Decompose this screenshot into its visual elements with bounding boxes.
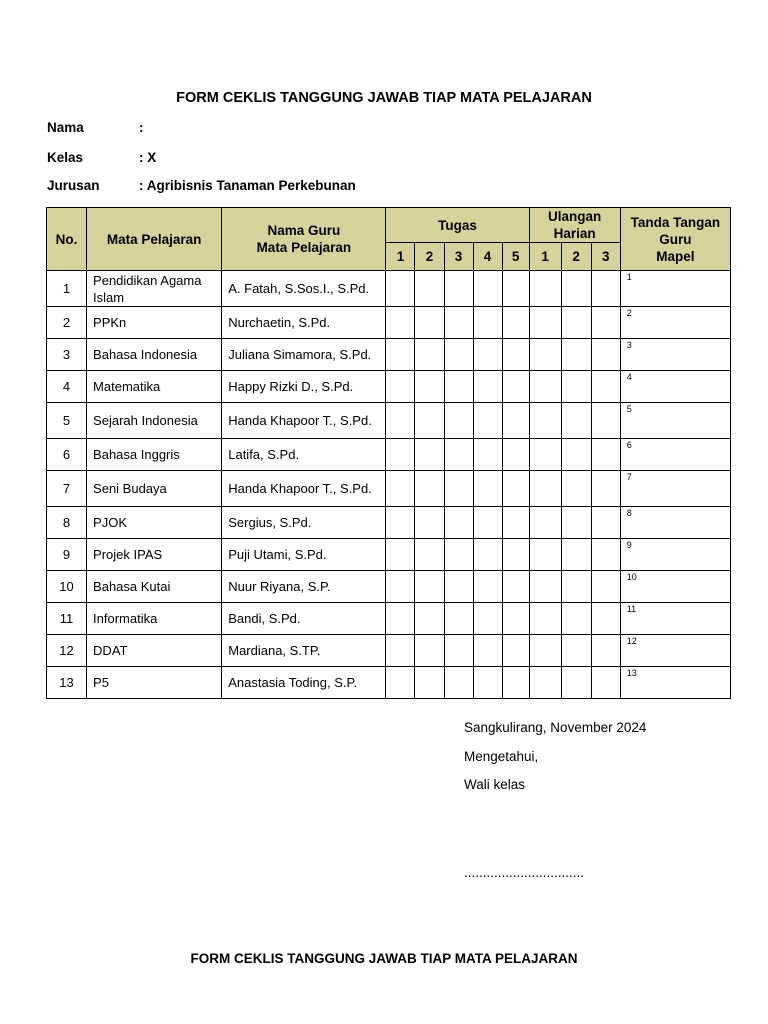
ulangan-check-cell[interactable] <box>561 371 591 403</box>
tugas-check-cell[interactable] <box>386 571 415 603</box>
ulangan-check-cell[interactable] <box>529 539 561 571</box>
table-row <box>47 635 731 667</box>
tugas-check-cell[interactable] <box>386 635 415 667</box>
ulangan-check-cell[interactable] <box>591 403 620 439</box>
header-no: No. <box>47 208 87 271</box>
tugas-check-cell[interactable] <box>444 539 473 571</box>
table-row <box>47 339 731 371</box>
tugas-check-cell[interactable] <box>444 307 473 339</box>
ulangan-check-cell[interactable] <box>529 507 561 539</box>
tugas-check-cell[interactable] <box>415 571 444 603</box>
row-number: 12 <box>47 635 87 667</box>
row-number: 3 <box>47 339 87 371</box>
signature-cell[interactable] <box>620 603 730 635</box>
tugas-check-cell[interactable] <box>386 539 415 571</box>
row-number: 8 <box>47 507 87 539</box>
header-sign-line3: Mapel <box>656 248 695 264</box>
tugas-check-cell[interactable] <box>386 403 415 439</box>
kelas-value: : X <box>139 150 157 165</box>
signature-cell[interactable] <box>620 667 730 699</box>
ulangan-check-cell[interactable] <box>591 471 620 507</box>
header-subject: Mata Pelajaran <box>87 208 222 271</box>
signature-number: 10 <box>626 572 637 582</box>
tugas-check-cell[interactable] <box>386 439 415 471</box>
table-row <box>47 603 731 635</box>
ulangan-check-cell[interactable] <box>561 271 591 307</box>
header-ulangan-line1: Ulangan <box>548 209 602 224</box>
tugas-check-cell[interactable] <box>444 371 473 403</box>
ulangan-check-cell[interactable] <box>529 439 561 471</box>
ulangan-check-cell[interactable] <box>529 307 561 339</box>
signature-number: 4 <box>626 372 632 382</box>
row-teacher: Mardiana, S.TP. <box>222 635 386 667</box>
signature-number: 3 <box>626 340 632 350</box>
form-title: FORM CEKLIS TANGGUNG JAWAB TIAP MATA PELAJARAN <box>176 90 592 106</box>
tugas-check-cell[interactable] <box>502 635 529 667</box>
tugas-check-cell[interactable] <box>502 307 529 339</box>
row-teacher: Anastasia Toding, S.P. <box>222 667 386 699</box>
ulangan-check-cell[interactable] <box>591 339 620 371</box>
signature-acknowledged: Mengetahui, <box>464 749 539 764</box>
tugas-check-cell[interactable] <box>415 371 444 403</box>
ulangan-check-cell[interactable] <box>529 271 561 307</box>
tugas-check-cell[interactable] <box>473 539 502 571</box>
tugas-check-cell[interactable] <box>473 439 502 471</box>
checklist-table <box>46 207 731 699</box>
row-teacher: Latifa, S.Pd. <box>222 439 386 471</box>
tugas-check-cell[interactable] <box>386 339 415 371</box>
row-number: 5 <box>47 403 87 439</box>
ulangan-check-cell[interactable] <box>561 603 591 635</box>
ulangan-check-cell[interactable] <box>591 507 620 539</box>
kelas-label: Kelas <box>47 150 84 165</box>
ulangan-check-cell[interactable] <box>561 471 591 507</box>
row-subject: Bahasa Indonesia <box>87 339 222 371</box>
jurusan-label: Jurusan <box>47 178 100 193</box>
ulangan-check-cell[interactable] <box>561 507 591 539</box>
ulangan-check-cell[interactable] <box>561 571 591 603</box>
row-subject: Matematika <box>87 371 222 403</box>
tugas-check-cell[interactable] <box>415 403 444 439</box>
tugas-check-cell[interactable] <box>502 439 529 471</box>
tugas-check-cell[interactable] <box>386 371 415 403</box>
tugas-check-cell[interactable] <box>386 603 415 635</box>
signature-number: 6 <box>626 440 632 450</box>
signature-place-date: Sangkulirang, November 2024 <box>464 720 647 735</box>
row-number: 4 <box>47 371 87 403</box>
row-subject: Informatika <box>87 603 222 635</box>
row-number: 1 <box>47 271 87 307</box>
row-teacher: Nurchaetin, S.Pd. <box>222 307 386 339</box>
tugas-check-cell[interactable] <box>444 507 473 539</box>
ulangan-check-cell[interactable] <box>561 307 591 339</box>
tugas-check-cell[interactable] <box>444 439 473 471</box>
tugas-check-cell[interactable] <box>444 403 473 439</box>
row-number: 13 <box>47 667 87 699</box>
ulangan-check-cell[interactable] <box>561 403 591 439</box>
row-subject: Sejarah Indonesia <box>87 403 222 439</box>
ulangan-check-cell[interactable] <box>529 571 561 603</box>
signature-number: 9 <box>626 540 632 550</box>
ulangan-check-cell[interactable] <box>591 667 620 699</box>
tugas-check-cell[interactable] <box>473 403 502 439</box>
tugas-check-cell[interactable] <box>502 507 529 539</box>
tugas-check-cell[interactable] <box>473 571 502 603</box>
table-row <box>47 371 731 403</box>
tugas-check-cell[interactable] <box>473 667 502 699</box>
ulangan-check-cell[interactable] <box>529 471 561 507</box>
table-row <box>47 307 731 339</box>
signature-number: 7 <box>626 472 632 482</box>
row-teacher: Happy Rizki D., S.Pd. <box>222 371 386 403</box>
tugas-check-cell[interactable] <box>415 439 444 471</box>
signature-cell[interactable] <box>620 307 730 339</box>
signature-number: 8 <box>626 508 632 518</box>
row-teacher: Nuur Riyana, S.P. <box>222 571 386 603</box>
row-subject: PPKn <box>87 307 222 339</box>
ulangan-check-cell[interactable] <box>529 635 561 667</box>
tugas-check-cell[interactable] <box>444 571 473 603</box>
tugas-check-cell[interactable] <box>386 307 415 339</box>
table-row <box>47 439 731 471</box>
row-teacher: Bandi, S.Pd. <box>222 603 386 635</box>
header-ulangan-num: 3 <box>591 243 620 271</box>
tugas-check-cell[interactable] <box>444 635 473 667</box>
ulangan-check-cell[interactable] <box>529 667 561 699</box>
tugas-check-cell[interactable] <box>473 471 502 507</box>
header-tugas-num: 5 <box>502 243 529 271</box>
ulangan-check-cell[interactable] <box>529 403 561 439</box>
signature-number: 11 <box>626 604 637 614</box>
table-row <box>47 667 731 699</box>
form-footer-title: FORM CEKLIS TANGGUNG JAWAB TIAP MATA PELAJARAN <box>190 951 578 966</box>
tugas-check-cell[interactable] <box>502 403 529 439</box>
info-kelas <box>47 150 156 165</box>
header-teacher-line1: Nama Guru <box>267 223 341 238</box>
tugas-check-cell[interactable] <box>415 471 444 507</box>
info-nama <box>47 120 144 135</box>
row-subject: P5 <box>87 667 222 699</box>
info-jurusan <box>47 178 356 193</box>
ulangan-check-cell[interactable] <box>591 571 620 603</box>
header-ulangan-num: 2 <box>561 243 591 271</box>
signature-cell[interactable] <box>620 339 730 371</box>
tugas-check-cell[interactable] <box>473 507 502 539</box>
table-row <box>47 571 731 603</box>
ulangan-check-cell[interactable] <box>561 539 591 571</box>
tugas-check-cell[interactable] <box>473 371 502 403</box>
tugas-check-cell[interactable] <box>502 339 529 371</box>
ulangan-check-cell[interactable] <box>529 371 561 403</box>
ulangan-check-cell[interactable] <box>529 603 561 635</box>
signature-cell[interactable] <box>620 471 730 507</box>
tugas-check-cell[interactable] <box>444 471 473 507</box>
row-number: 6 <box>47 439 87 471</box>
signature-number: 12 <box>626 636 637 646</box>
ulangan-check-cell[interactable] <box>561 339 591 371</box>
row-subject: Bahasa Inggris <box>87 439 222 471</box>
table-row <box>47 271 731 307</box>
tugas-check-cell[interactable] <box>473 635 502 667</box>
header-teacher <box>222 208 386 271</box>
row-number: 2 <box>47 307 87 339</box>
ulangan-check-cell[interactable] <box>591 271 620 307</box>
tugas-check-cell[interactable] <box>386 507 415 539</box>
ulangan-check-cell[interactable] <box>591 603 620 635</box>
tugas-check-cell[interactable] <box>415 667 444 699</box>
tugas-check-cell[interactable] <box>444 339 473 371</box>
tugas-check-cell[interactable] <box>502 371 529 403</box>
tugas-check-cell[interactable] <box>473 271 502 307</box>
signature-cell[interactable] <box>620 439 730 471</box>
table-row <box>47 471 731 507</box>
row-number: 9 <box>47 539 87 571</box>
row-teacher: Sergius, S.Pd. <box>222 507 386 539</box>
row-number: 7 <box>47 471 87 507</box>
tugas-check-cell[interactable] <box>444 667 473 699</box>
tugas-check-cell[interactable] <box>444 271 473 307</box>
row-teacher: Handa Khapoor T., S.Pd. <box>222 471 386 507</box>
header-ulangan-num: 1 <box>529 243 561 271</box>
row-number: 10 <box>47 571 87 603</box>
table-row <box>47 507 731 539</box>
signature-cell[interactable] <box>620 571 730 603</box>
ulangan-check-cell[interactable] <box>591 539 620 571</box>
tugas-check-cell[interactable] <box>502 571 529 603</box>
tugas-check-cell[interactable] <box>502 471 529 507</box>
signature-cell[interactable] <box>620 403 730 439</box>
header-sign-line2: Guru <box>659 231 692 247</box>
header-tugas-num: 2 <box>415 243 444 271</box>
tugas-check-cell[interactable] <box>415 635 444 667</box>
row-subject: Seni Budaya <box>87 471 222 507</box>
tugas-check-cell[interactable] <box>386 471 415 507</box>
signature-role: Wali kelas <box>464 777 526 792</box>
header-tugas-num: 3 <box>444 243 473 271</box>
signature-cell[interactable] <box>620 271 730 307</box>
tugas-check-cell[interactable] <box>473 603 502 635</box>
tugas-check-cell[interactable] <box>415 307 444 339</box>
signature-name-line: ................................ <box>464 865 585 880</box>
ulangan-check-cell[interactable] <box>561 635 591 667</box>
row-subject: DDAT <box>87 635 222 667</box>
tugas-check-cell[interactable] <box>473 307 502 339</box>
row-teacher: Juliana Simamora, S.Pd. <box>222 339 386 371</box>
row-subject: PJOK <box>87 507 222 539</box>
header-teacher-line2: Mata Pelajaran <box>256 240 352 255</box>
row-subject: Bahasa Kutai <box>87 571 222 603</box>
tugas-check-cell[interactable] <box>444 603 473 635</box>
tugas-check-cell[interactable] <box>415 603 444 635</box>
signature-number: 5 <box>626 404 632 414</box>
ulangan-check-cell[interactable] <box>591 439 620 471</box>
header-sign-line1: Tanda Tangan <box>630 214 721 230</box>
tugas-check-cell[interactable] <box>415 271 444 307</box>
signature-cell[interactable] <box>620 539 730 571</box>
header-ulangan <box>529 208 620 243</box>
nama-value: : <box>139 120 144 135</box>
tugas-check-cell[interactable] <box>386 667 415 699</box>
table-row <box>47 539 731 571</box>
row-number: 11 <box>47 603 87 635</box>
tugas-check-cell[interactable] <box>502 539 529 571</box>
row-teacher: Handa Khapoor T., S.Pd. <box>222 403 386 439</box>
ulangan-check-cell[interactable] <box>591 371 620 403</box>
tugas-check-cell[interactable] <box>386 271 415 307</box>
header-signature <box>620 208 730 271</box>
header-tugas: Tugas <box>386 208 529 243</box>
tugas-check-cell[interactable] <box>415 539 444 571</box>
header-tugas-num: 4 <box>473 243 502 271</box>
tugas-check-cell[interactable] <box>415 339 444 371</box>
jurusan-value: : Agribisnis Tanaman Perkebunan <box>139 178 356 193</box>
ulangan-check-cell[interactable] <box>561 439 591 471</box>
table-row <box>47 403 731 439</box>
row-subject: Pendidikan Agama Islam <box>87 271 222 307</box>
tugas-check-cell[interactable] <box>415 507 444 539</box>
ulangan-check-cell[interactable] <box>591 635 620 667</box>
signature-number: 1 <box>626 272 632 282</box>
tugas-check-cell[interactable] <box>502 667 529 699</box>
signature-cell[interactable] <box>620 507 730 539</box>
signature-cell[interactable] <box>620 371 730 403</box>
ulangan-check-cell[interactable] <box>561 667 591 699</box>
ulangan-check-cell[interactable] <box>591 307 620 339</box>
tugas-check-cell[interactable] <box>502 603 529 635</box>
signature-cell[interactable] <box>620 635 730 667</box>
signature-number: 13 <box>626 668 637 678</box>
header-tugas-num: 1 <box>386 243 415 271</box>
header-ulangan-line2: Harian <box>553 226 596 241</box>
nama-label: Nama <box>47 120 84 135</box>
tugas-check-cell[interactable] <box>502 271 529 307</box>
ulangan-check-cell[interactable] <box>529 339 561 371</box>
tugas-check-cell[interactable] <box>473 339 502 371</box>
row-teacher: A. Fatah, S.Sos.I., S.Pd. <box>222 271 386 307</box>
row-teacher: Puji Utami, S.Pd. <box>222 539 386 571</box>
signature-number: 2 <box>626 308 632 318</box>
row-subject: Projek IPAS <box>87 539 222 571</box>
